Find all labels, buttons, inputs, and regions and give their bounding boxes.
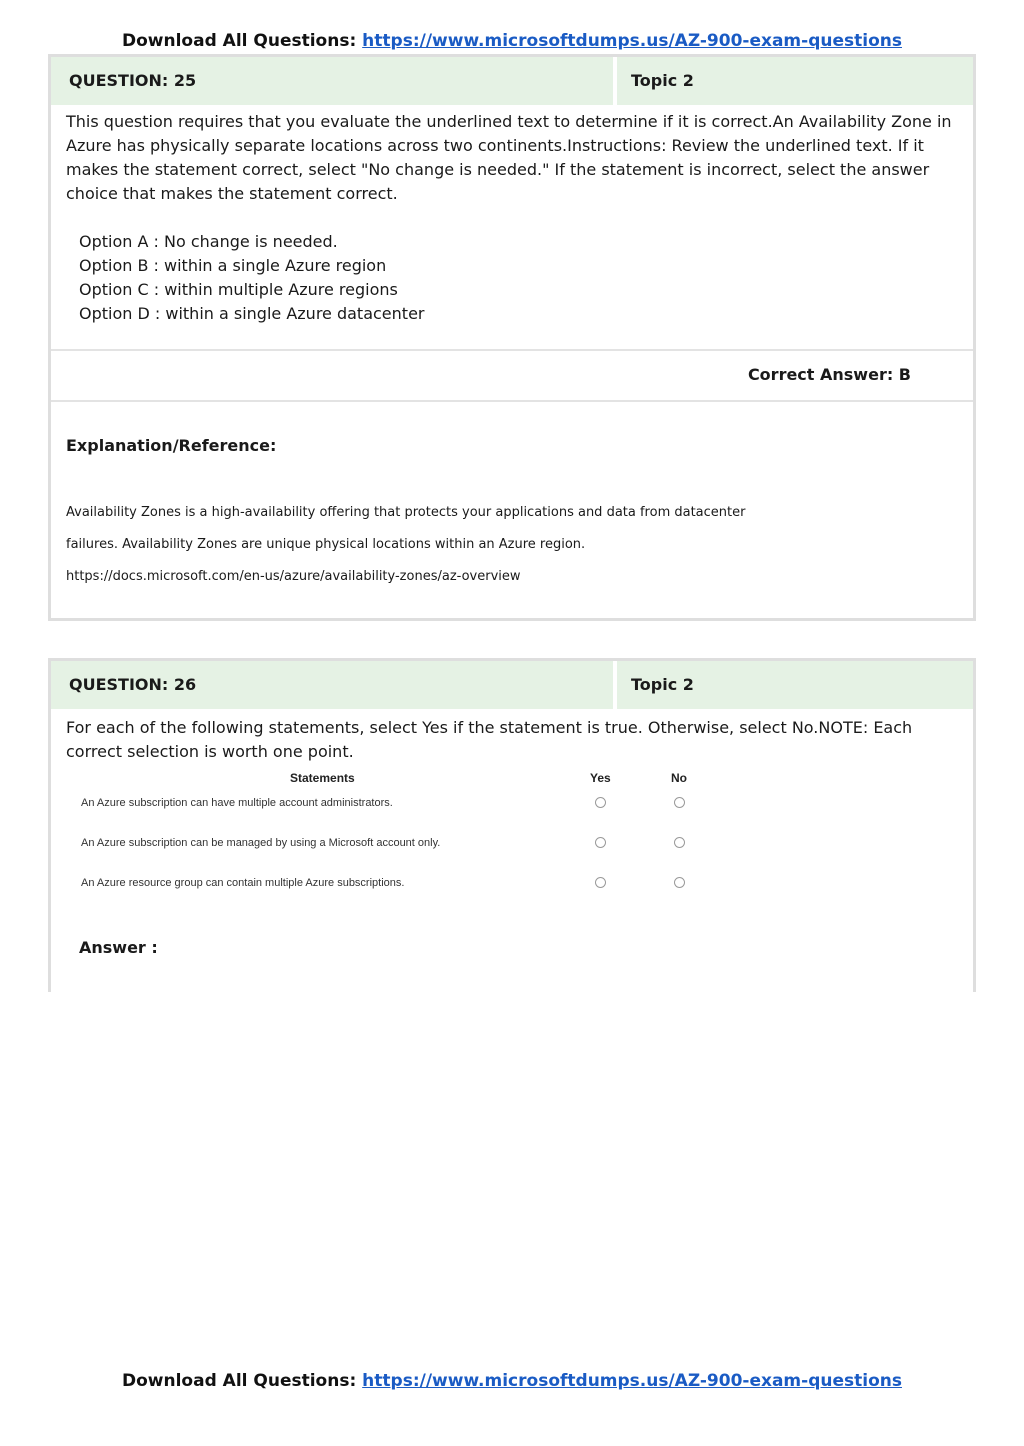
option-b: Option B : within a single Azure region bbox=[79, 256, 387, 275]
statements-header: Statements bbox=[290, 771, 355, 785]
yes-radio[interactable] bbox=[595, 837, 606, 848]
no-radio[interactable] bbox=[674, 837, 685, 848]
option-d: Option D : within a single Azure datacenter bbox=[79, 304, 425, 323]
no-radio[interactable] bbox=[674, 877, 685, 888]
question-topic: Topic 2 bbox=[617, 661, 973, 709]
banner-label: Download All Questions: bbox=[122, 1371, 357, 1391]
download-banner-bottom bbox=[0, 1371, 1024, 1391]
banner-label: Download All Questions: bbox=[122, 31, 357, 51]
question-text: This question requires that you evaluate the underlined text to determine if it is correct.An Availability Zone in Azure has physically separate locations across two continents.Instructions: Review the underlined text. If it makes the statement correct, select "No change is needed." If the statement is incorrect, select the answer choice that makes the statement correct. bbox=[66, 112, 952, 203]
question-text: For each of the following statements, select Yes if the statement is true. Otherwise, select No.NOTE: Each correct selection is worth one point. bbox=[66, 718, 913, 761]
download-link[interactable]: https://www.microsoftdumps.us/AZ-900-exam-questions bbox=[362, 1371, 902, 1391]
statement-row: An Azure resource group can contain multiple Azure subscriptions. bbox=[81, 877, 405, 889]
download-link[interactable]: https://www.microsoftdumps.us/AZ-900-exam-questions bbox=[362, 31, 902, 51]
question-card-26 bbox=[48, 658, 976, 992]
yes-header: Yes bbox=[590, 771, 611, 785]
yes-radio[interactable] bbox=[595, 877, 606, 888]
statements-table bbox=[81, 771, 701, 891]
yes-radio[interactable] bbox=[595, 797, 606, 808]
question-card-25 bbox=[48, 54, 976, 621]
no-header: No bbox=[671, 771, 687, 785]
question-number: QUESTION: 26 bbox=[51, 661, 617, 709]
question-topic: Topic 2 bbox=[617, 57, 973, 105]
question-header bbox=[51, 661, 973, 709]
question-number: QUESTION: 25 bbox=[51, 57, 617, 105]
explanation-line: failures. Availability Zones are unique physical locations within an Azure region. bbox=[66, 537, 586, 552]
no-radio[interactable] bbox=[674, 797, 685, 808]
answer-label: Answer : bbox=[79, 938, 158, 957]
statement-row: An Azure subscription can have multiple account administrators. bbox=[81, 797, 393, 809]
divider bbox=[51, 400, 973, 402]
option-c: Option C : within multiple Azure regions bbox=[79, 280, 398, 299]
option-a: Option A : No change is needed. bbox=[79, 232, 338, 251]
explanation-label: Explanation/Reference: bbox=[66, 436, 277, 455]
explanation-line: Availability Zones is a high-availability offering that protects your applications and data from datacenter bbox=[66, 505, 746, 520]
download-banner-top bbox=[0, 31, 1024, 51]
correct-answer: Correct Answer: B bbox=[747, 365, 911, 384]
statement-row: An Azure subscription can be managed by using a Microsoft account only. bbox=[81, 837, 441, 849]
options-list bbox=[79, 230, 424, 326]
question-header bbox=[51, 57, 973, 105]
divider bbox=[51, 349, 973, 351]
reference-url: https://docs.microsoft.com/en-us/azure/availability-zones/az-overview bbox=[66, 569, 521, 584]
